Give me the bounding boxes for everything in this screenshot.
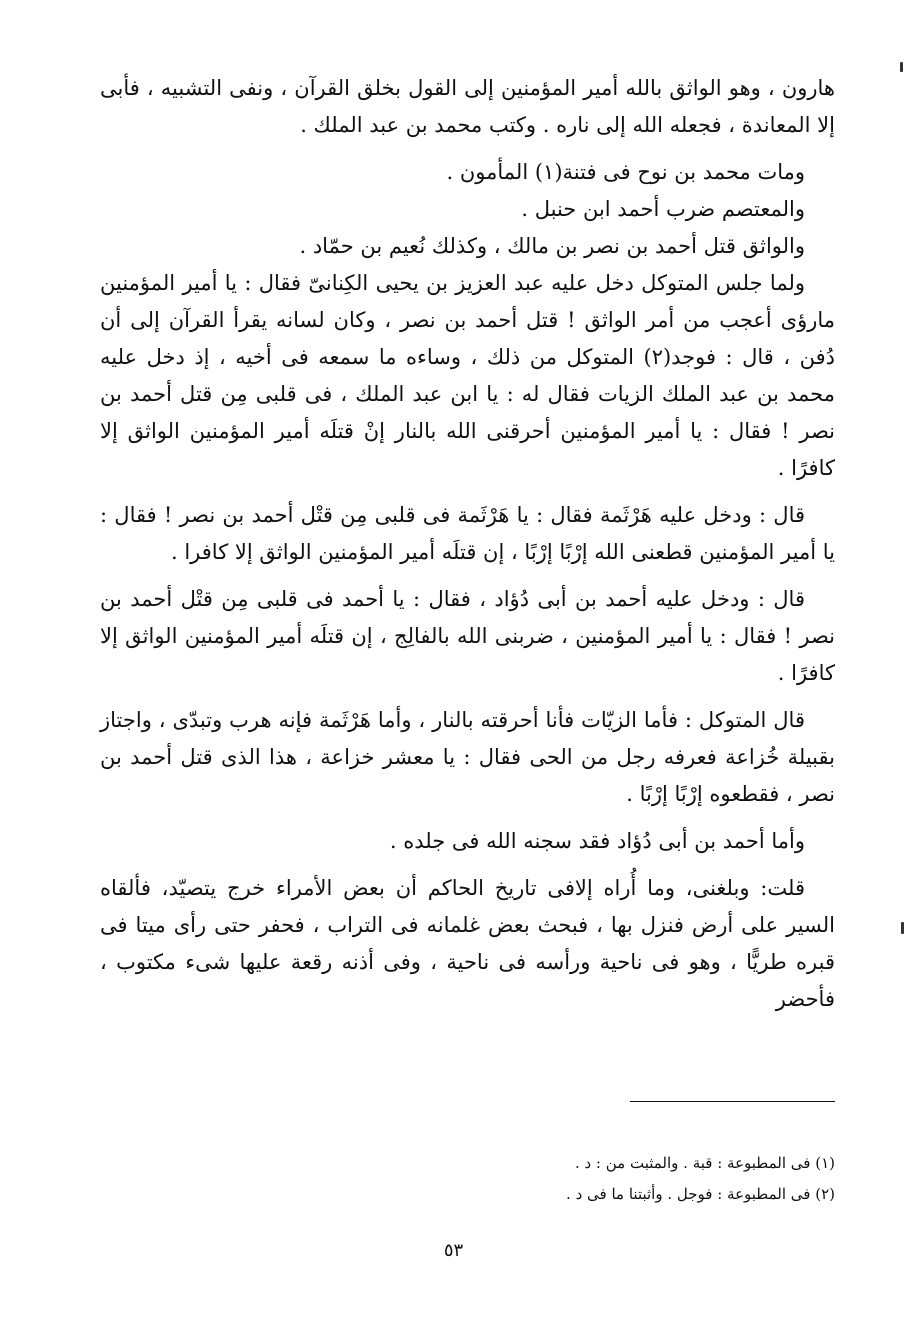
paragraph-10: قلت: وبلغنى، وما أُراه إلافى تاريخ الحاكم أن بعض الأمراء خرج يتصيّد، فألقاه السير على أرض فنزل بها ، فبحث بعض غلمانه فى التراب ، فحفر حتى رأى ميتا فى قبره طريًّا ، وهو فى ناحية ورأسه فى ناحية ، وفى أذنه رقعة عليها شىء مكتوب ، فأحضر <box>100 876 835 1011</box>
page-number: ٥٣ <box>443 1240 464 1261</box>
footnote-1: (١) فى المطبوعة : قبة . والمثبت من : د . <box>574 1154 835 1172</box>
paragraph-9: وأما أحمد بن أبى دُؤاد فقد سجنه الله فى جلده . <box>389 829 805 853</box>
page-body <box>100 70 835 1028</box>
footnotes <box>100 1148 835 1210</box>
paragraph-2: ومات محمد بن نوح فى فتنة(١) المأمون . <box>446 160 805 184</box>
footnote-2: (٢) فى المطبوعة : فوجل . وأثبتنا ما فى د . <box>566 1185 835 1203</box>
paragraph-5: ولما جلس المتوكل دخل عليه عبد العزيز بن يحيى الكِنانىّ فقال : يا أمير المؤمنين مارؤى أعجب من أمر الواثق ! قتل أحمد بن نصر ، وكان لسانه يقرأ القرآن إلى أن دُفن ، قال : فوجد(٢) المتوكل من ذلك ، وساءه ما سمعه فى أخيه ، إذ دخل عليه محمد بن عبد الملك الزيات فقال له : يا ابن عبد الملك ، فى قلبى مِن قتل أحمد بن نصر ! فقال : يا أمير المؤمنين أحرقنى الله بالنار إنْ قتلَه أمير المؤمنين الواثق إلا كافرًا . <box>100 271 835 480</box>
scan-mark-middle <box>901 922 904 934</box>
paragraph-8: قال المتوكل : فأما الزيّات فأنا أحرقته بالنار ، وأما هَرْثَمة فإنه هرب وتبدّى ، واجتاز بقبيلة خُزاعة فعرفه رجل من الحى فقال : يا معشر خزاعة ، هذا الذى قتل أحمد بن نصر ، فقطعوه إرْبًا إرْبًا . <box>100 708 835 806</box>
scan-mark-top <box>900 62 903 72</box>
paragraph-4: والواثق قتل أحمد بن نصر بن مالك ، وكذلك نُعيم بن حمّاد . <box>299 234 805 258</box>
paragraph-7: قال : ودخل عليه أحمد بن أبى دُؤاد ، فقال : يا أحمد فى قلبى مِن قتْل أحمد بن نصر ! فقال : يا أمير المؤمنين ، ضربنى الله بالفالِج ، إن قتلَه أمير المؤمنين الواثق إلا كافرًا . <box>100 587 835 685</box>
paragraph-6: قال : ودخل عليه هَرْثَمة فقال : يا هَرْثَمة فى قلبى مِن قتْل أحمد بن نصر ! فقال : يا أمير المؤمنين قطعنى الله إرْبًا إرْبًا ، إن قتلَه أمير المؤمنين الواثق إلا كافرا . <box>100 503 835 564</box>
footnote-divider <box>630 1101 835 1102</box>
paragraph-3: والمعتصم ضرب أحمد ابن حنبل . <box>521 197 805 221</box>
paragraph-1: هارون ، وهو الواثق بالله أمير المؤمنين إلى القول بخلق القرآن ، ونفى التشبيه ، فأبى إلا المعاندة ، فجعله الله إلى ناره . وكتب محمد بن عبد الملك . <box>100 76 835 137</box>
